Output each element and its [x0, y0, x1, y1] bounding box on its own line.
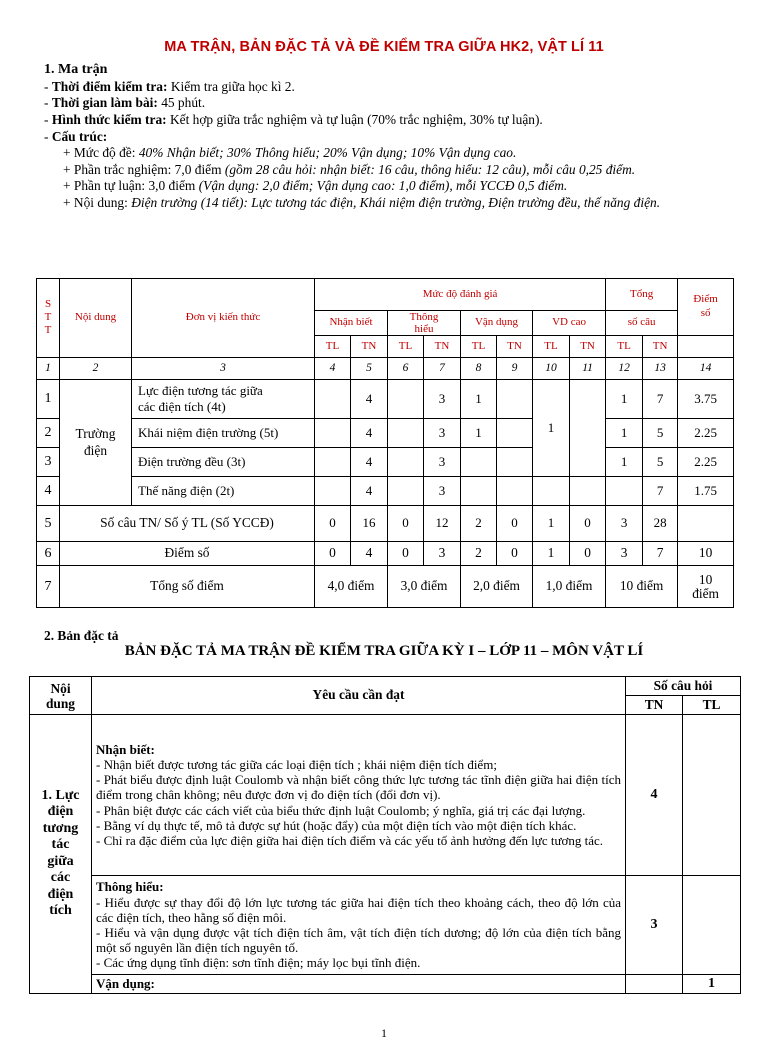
header-tl: TL — [533, 336, 570, 358]
table-row — [37, 542, 734, 566]
vdc-merged-cell: 1 — [533, 380, 570, 477]
unit-cell: Lực điện tương tác giữa các điện tích (4t) — [132, 380, 315, 419]
cell: 1 — [606, 419, 643, 448]
colnum: 3 — [132, 358, 315, 380]
cell: 4 — [351, 419, 388, 448]
table-row — [30, 975, 741, 994]
colnum: 13 — [643, 358, 678, 380]
cell: 0 — [388, 542, 424, 566]
header-tl: TL — [388, 336, 424, 358]
table-row — [37, 380, 734, 419]
cell: 1 — [533, 542, 570, 566]
header-tn: TN — [643, 336, 678, 358]
row-stt: 6 — [37, 542, 60, 566]
list-item: - Phân biệt được các cách viết của biểu thức định luật Coulomb; ý nghĩa, giá trị các đại lượng. — [96, 802, 586, 818]
row-stt: 5 — [37, 506, 60, 542]
cell: 2 — [461, 542, 497, 566]
header-tn: TN — [497, 336, 533, 358]
page-number: 1 — [381, 1026, 387, 1040]
header-content: Nội dung — [60, 279, 132, 358]
table-row — [30, 715, 741, 876]
cell: 7 — [643, 542, 678, 566]
list-item: - Nhận biết được tương tác giữa các loại điện tích ; khái niệm điện tích điểm; — [96, 756, 497, 772]
spec-header-content: Nội dung — [30, 677, 92, 715]
content-value: Điện trường (14 tiết): Lực tương tác điện, Khái niệm điện trường, Điện trường đều, thế năng điện. — [131, 194, 661, 210]
cell: 7 — [643, 380, 678, 419]
header-tn: TN — [570, 336, 606, 358]
section1 — [44, 62, 726, 211]
spec-table — [29, 676, 741, 994]
list-item: - Hiểu và vận dụng được vật tích điện tích âm, vật tích điện tích dương; độ lớn của điện tích bằng một số nguyên lần điện tích nguyên tố. — [96, 925, 621, 956]
th-label: Thông hiểu: — [96, 879, 164, 895]
cell: 3 — [424, 419, 461, 448]
cell: 0 — [315, 506, 351, 542]
cell: 3 — [424, 542, 461, 566]
cell: 4,0 điểm — [315, 566, 388, 608]
spec-header-req: Yêu cầu cần đạt — [92, 677, 626, 715]
cell: 3 — [606, 542, 643, 566]
cell: 10 điểm — [678, 566, 734, 608]
colnum: 10 — [533, 358, 570, 380]
format-line: - Hình thức kiểm tra: Kết hợp giữa trắc nghiệm và tự luận (70% trắc nghiệm, 30% tự luận). — [44, 111, 543, 127]
spec-header-count: Số câu hỏi — [626, 677, 741, 696]
cell: 3 — [424, 380, 461, 419]
cell: 4 — [351, 448, 388, 477]
colnum: 9 — [497, 358, 533, 380]
duration-line: - Thời gian làm bài: 45 phút. — [44, 95, 206, 111]
header-level: Mức độ đánh giá — [315, 279, 606, 311]
cell: 0 — [388, 506, 424, 542]
nb-block — [92, 715, 626, 876]
colnum: 14 — [678, 358, 734, 380]
page-title: MA TRẬN, BẢN ĐẶC TẢ VÀ ĐỀ KIỂM TRA GIỮA HK2, VẬT LÍ 11 — [164, 39, 604, 55]
table-row — [37, 506, 734, 542]
table-row — [37, 477, 734, 506]
structure-line: - Cấu trúc: — [44, 128, 108, 144]
cell: 3,0 điểm — [388, 566, 461, 608]
cell: 0 — [315, 542, 351, 566]
nb-tn: 4 — [626, 715, 683, 876]
topic-cell: Trường điện — [60, 380, 132, 506]
cell: 3 — [424, 448, 461, 477]
list-item: - Bằng ví dụ thực tế, mô tả được sự hút (hoặc đẩy) của một điện tích vào một điện tích khác. — [96, 817, 577, 833]
cell: 10 điểm — [606, 566, 678, 608]
duration-label: Thời gian làm bài: — [51, 95, 158, 111]
cell: 3 — [424, 477, 461, 506]
colnum: 6 — [388, 358, 424, 380]
essay-label: + Phần tự luận: 3,0 điểm — [63, 178, 196, 194]
header-tn: TN — [424, 336, 461, 358]
cell: 16 — [351, 506, 388, 542]
section1-heading: 1. Ma trận — [44, 62, 108, 78]
cell: 10 — [678, 542, 734, 566]
content-label: + Nội dung: — [63, 194, 128, 210]
cell: 2.25 — [678, 448, 734, 477]
header-tl: TL — [315, 336, 351, 358]
th-tn: 3 — [626, 876, 683, 975]
unit-cell: Khái niệm điện trường (5t) — [132, 419, 315, 448]
exam-time-label: Thời điểm kiểm tra: — [51, 78, 168, 94]
cell: 2.25 — [678, 419, 734, 448]
vd-block — [92, 975, 626, 994]
list-item: - Các ứng dụng tĩnh điện: sơn tĩnh điện; máy lọc bụi tĩnh điện. — [96, 955, 421, 971]
nb-label: Nhận biết: — [96, 741, 155, 757]
cell: 1 — [461, 419, 497, 448]
header-tl: TL — [461, 336, 497, 358]
spec-topic: 1. Lực điện tương tác giữa các điện tích — [30, 715, 92, 994]
colnum: 4 — [315, 358, 351, 380]
header-score: Điểm số — [678, 279, 734, 336]
exam-time-line: - Thời điểm kiểm tra: Kiểm tra giữa học kì 2. — [44, 78, 295, 94]
mc-line — [44, 162, 726, 179]
cell: 1 — [606, 448, 643, 477]
header-stt: STT — [37, 279, 60, 358]
unit-cell: Thế năng điện (2t) — [132, 477, 315, 506]
cell: 1,0 điểm — [533, 566, 606, 608]
header-nb: Nhận biết — [315, 311, 388, 336]
mc-label: + Phần trắc nghiệm: 7,0 điểm — [63, 161, 222, 177]
levels-value: 40% Nhận biết; 30% Thông hiểu; 20% Vận dụng; 10% Vận dụng cao. — [138, 145, 517, 161]
colnum: 5 — [351, 358, 388, 380]
cell: 1 — [606, 380, 643, 419]
row-label: Tổng số điểm — [60, 566, 315, 608]
row-stt: 3 — [37, 448, 60, 477]
header-tn: TN — [351, 336, 388, 358]
structure-label: Cấu trúc: — [51, 128, 108, 144]
spec-header-tn: TN — [626, 696, 683, 715]
cell: 3.75 — [678, 380, 734, 419]
mc-value: (gồm 28 câu hỏi: nhận biết: 16 câu, thông hiểu: 12 câu), mỗi câu 0,25 điểm. — [224, 161, 636, 177]
cell: 4 — [351, 542, 388, 566]
row-stt: 4 — [37, 477, 60, 506]
header-vdc: VD cao — [533, 311, 606, 336]
table-row — [37, 419, 734, 448]
essay-value: (Vận dụng: 2,0 điểm; Vận dụng cao: 1,0 điểm), mỗi YCCĐ 0,5 điểm. — [198, 178, 568, 194]
row-label: Điểm số — [60, 542, 315, 566]
table-row — [37, 448, 734, 477]
colnum: 7 — [424, 358, 461, 380]
cell: 1.75 — [678, 477, 734, 506]
header-vd: Vận dụng — [461, 311, 533, 336]
header-total: Tổng — [606, 279, 678, 311]
cell: 28 — [643, 506, 678, 542]
levels-label: + Mức độ đề: — [63, 145, 136, 161]
colnum: 1 — [37, 358, 60, 380]
row-label: Số câu TN/ Số ý TL (Số YCCĐ) — [60, 506, 315, 542]
spec-title: BẢN ĐẶC TẢ MA TRẬN ĐỀ KIỂM TRA GIỮA KỲ I – LỚP 11 – MÔN VẬT LÍ — [124, 643, 644, 659]
matrix-table — [36, 278, 734, 608]
cell: 0 — [497, 506, 533, 542]
levels-line — [44, 145, 726, 162]
cell: 4 — [351, 477, 388, 506]
row-stt: 2 — [37, 419, 60, 448]
vd-tl: 1 — [683, 975, 741, 994]
cell: 5 — [643, 419, 678, 448]
unit-cell: Điện trường đều (3t) — [132, 448, 315, 477]
header-total2: số câu — [606, 311, 678, 336]
cell: 2,0 điểm — [461, 566, 533, 608]
colnum: 11 — [570, 358, 606, 380]
list-item: - Phát biểu được định luật Coulomb và nhận biết công thức lực tương tác tĩnh điện giữa hai điện tích điểm trong chân không; nêu được đơn vị đo điện tích (đổi đơn vị). — [96, 772, 621, 803]
colnum: 8 — [461, 358, 497, 380]
header-th: Thông hiểu — [388, 311, 461, 336]
vd-label: Vận dụng: — [96, 976, 155, 992]
list-item: - Chỉ ra đặc điểm của lực điện giữa hai điện tích điểm và các yếu tố ảnh hưởng đến lực tương tác. — [96, 833, 604, 848]
header-tl: TL — [606, 336, 643, 358]
table-row — [30, 876, 741, 975]
colnum: 2 — [60, 358, 132, 380]
cell: 12 — [424, 506, 461, 542]
content-line — [44, 195, 726, 212]
cell: 0 — [570, 506, 606, 542]
cell: 0 — [570, 542, 606, 566]
exam-time-value: Kiểm tra giữa học kì 2. — [170, 78, 295, 94]
row-stt: 7 — [37, 566, 60, 608]
cell: 1 — [461, 380, 497, 419]
format-label: Hình thức kiểm tra: — [51, 111, 167, 127]
cell: 5 — [643, 448, 678, 477]
duration-value: 45 phút. — [161, 95, 206, 111]
table-row — [37, 566, 734, 608]
cell: 4 — [351, 380, 388, 419]
colnum: 12 — [606, 358, 643, 380]
th-block — [92, 876, 626, 975]
cell: 3 — [606, 506, 643, 542]
spec-header-tl: TL — [683, 696, 741, 715]
header-empty — [678, 336, 734, 358]
cell: 2 — [461, 506, 497, 542]
cell: 7 — [643, 477, 678, 506]
header-unit: Đơn vị kiến thức — [132, 279, 315, 358]
list-item: - Hiểu được sự thay đổi độ lớn lực tương tác giữa hai điện tích theo khoảng cách, theo độ lớn của các điện tích, theo hằng số điện môi. — [96, 894, 621, 925]
cell: 1 — [533, 506, 570, 542]
cell: 0 — [497, 542, 533, 566]
format-value: Kết hợp giữa trắc nghiệm và tự luận (70% trắc nghiệm, 30% tự luận). — [169, 111, 543, 127]
row-stt: 1 — [37, 380, 60, 419]
section2-heading: 2. Bản đặc tả — [44, 628, 119, 643]
essay-line — [44, 178, 726, 195]
